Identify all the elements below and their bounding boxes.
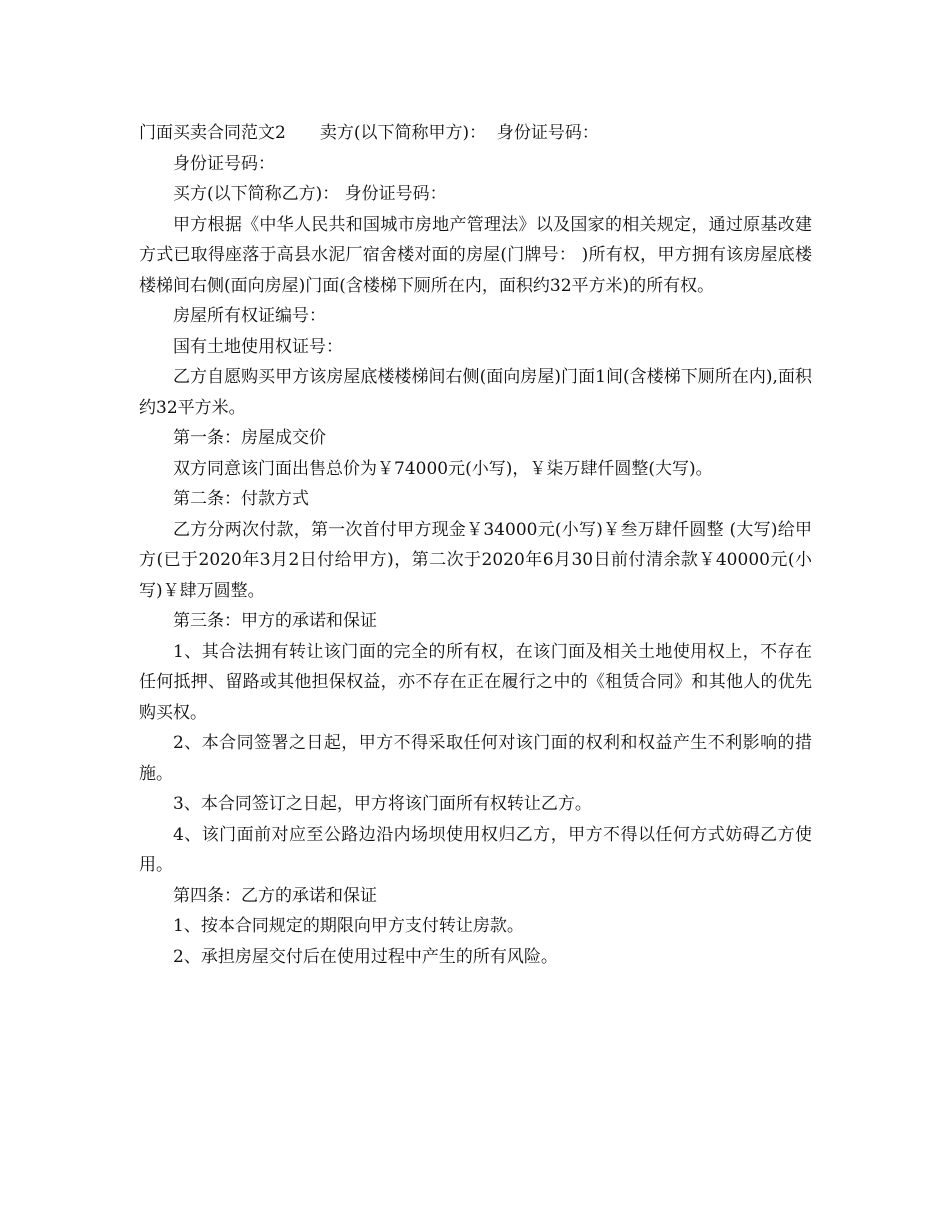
paragraph-payment: 乙方分两次付款，第一次首付甲方现金￥34000元(小写)￥叁万肆仟圆整 (大写)给甲方(已于2020年3月2日付给甲方)，第二次于2020年6月30日前付清余款￥40000元(小写)￥肆万圆整。 bbox=[139, 519, 812, 601]
paragraph-certificate-no: 房屋所有权证编号： bbox=[173, 306, 326, 326]
heading-article-1: 第一条：房屋成交价 bbox=[173, 428, 326, 448]
clause-3-3: 3、本合同签订之日起，甲方将该门面所有权转让乙方。 bbox=[173, 794, 592, 814]
clause-4-1: 1、按本合同规定的期限向甲方支付转让房款。 bbox=[173, 916, 524, 936]
paragraph-purchase: 乙方自愿购买甲方该房屋底楼楼梯间右侧(面向房屋)门面1间(含楼梯下厕所在内),面积约32平方米。 bbox=[139, 367, 812, 418]
heading-article-4: 第四条：乙方的承诺和保证 bbox=[173, 885, 377, 906]
document-body bbox=[139, 118, 812, 972]
heading-article-3: 第三条：甲方的承诺和保证 bbox=[173, 611, 377, 631]
clause-3-1: 1、其合法拥有转让该门面的完全的所有权，在该门面及相关土地使用权上，不存在任何抵押、留路或其他担保权益，亦不存在正在履行之中的《租赁合同》和其他人的优先购买权。 bbox=[139, 641, 812, 723]
clause-3-2: 2、本合同签署之日起，甲方不得采取任何对该门面的权利和权益产生不利影响的措施。 bbox=[139, 733, 812, 784]
paragraph-price: 双方同意该门面出售总价为￥74000元(小写)，￥柒万肆仟圆整(大写)。 bbox=[173, 458, 713, 479]
paragraph-land-certificate-no: 国有土地使用权证号： bbox=[173, 336, 343, 357]
clause-3-4: 4、该门面前对应至公路边沿内场坝使用权归乙方，甲方不得以任何方式妨碍乙方使用。 bbox=[139, 824, 812, 875]
clause-4-2: 2、承担房屋交付后在使用过程中产生的所有风险。 bbox=[173, 946, 558, 967]
heading-article-2: 第二条：付款方式 bbox=[173, 489, 309, 509]
seller-id-line: 身份证号码： bbox=[173, 153, 275, 174]
title-line: 门面买卖合同范文2 卖方(以下简称甲方)： 身份证号码： bbox=[139, 123, 599, 143]
paragraph-property: 甲方根据《中华人民共和国城市房地产管理法》以及国家的相关规定，通过原基改建方式已取得座落于高县水泥厂宿舍楼对面的房屋(门牌号： )所有权，甲方拥有该房屋底楼楼梯间右侧(面向房屋)门面(含楼梯下厕所在内，面积约32平方米)的所有权。 bbox=[139, 214, 812, 296]
buyer-line: 买方(以下简称乙方)： 身份证号码： bbox=[173, 184, 447, 204]
